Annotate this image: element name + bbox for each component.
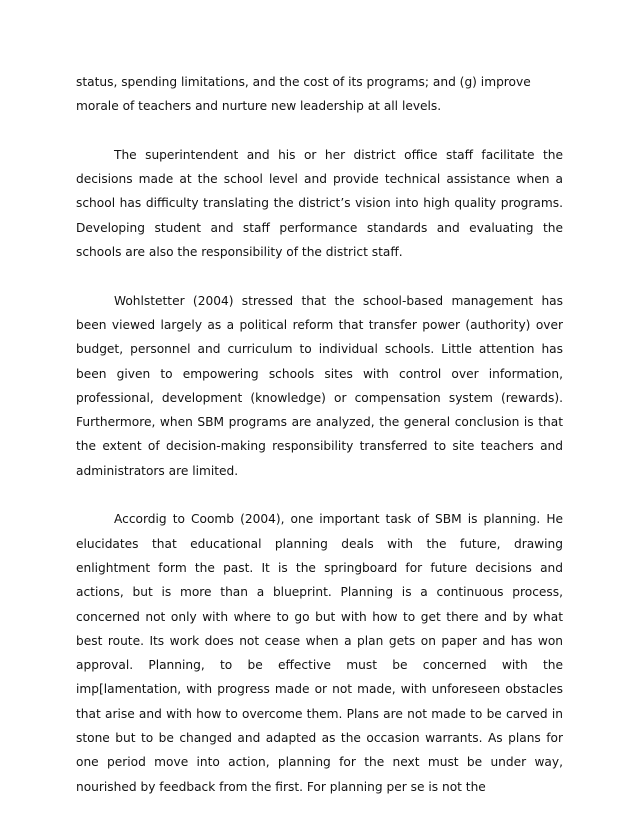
paragraph-superintendent: The superintendent and his or her district office staff facilitate the decisions made at the school level and provide technical assistance when a school has difficulty translating the district’s vision into high quality programs. Developing student and staff performance standards and evaluating the schools are also the responsibility of the district staff. bbox=[76, 147, 563, 260]
paragraph-continuation: status, spending limitations, and the cost of its programs; and (g) improve morale of teachers and nurture new leadership at all levels. bbox=[76, 75, 531, 114]
body-text bbox=[76, 70, 563, 823]
paragraph-coomb: Accordig to Coomb (2004), one important task of SBM is planning. He elucidates that educational planning deals with the future, drawing enlightment form the past. It is the springboard for future decisions and actions, but is more than a blueprint. Planning is a continuous process, concerned not only with where to go but with how to get there and by what best route. Its work does not cease when a plan gets on paper and has won approval. Planning, to be effective must be concerned with the imp[lamentation, with progress made or not made, with unforeseen obstacles that arise and with how to overcome them. Plans are not made to be carved in stone but to be changed and adapted as the occasion warrants. As plans for one period move into action, planning for the next must be under way, nourished by feedback from the first. For planning per se is not the bbox=[76, 512, 563, 794]
paragraph-wohlstetter: Wohlstetter (2004) stressed that the school-based management has been viewed largely as a political reform that transfer power (authority) over budget, personnel and curriculum to individual schools. Little attention has been given to empowering schools sites with control over information, professional, development (knowledge) or compensation system (rewards). Furthermore, when SBM programs are analyzed, the general conclusion is that the extent of decision-making responsibility transferred to site teachers and administrators are limited. bbox=[76, 293, 563, 478]
